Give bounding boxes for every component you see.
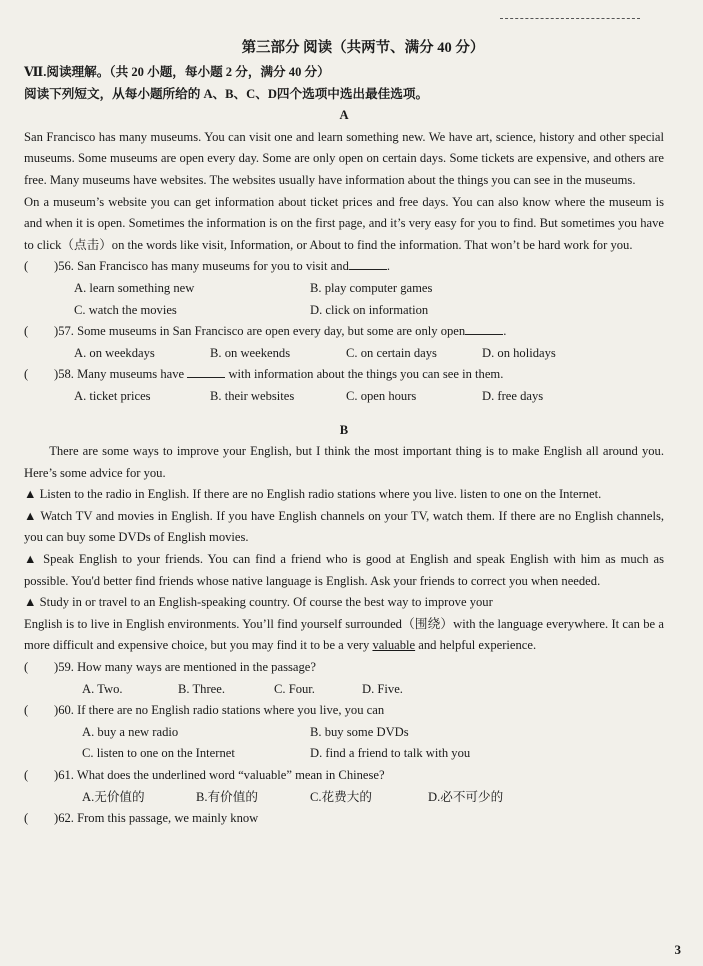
- question-stem: )62. From this passage, we mainly know: [54, 811, 259, 826]
- option-d[interactable]: D. find a friend to talk with you: [310, 746, 471, 761]
- answer-paren[interactable]: (: [24, 811, 29, 826]
- question-62: [24, 808, 664, 830]
- options-60-row2: [24, 743, 664, 765]
- instruction: 阅读下列短文，从每小题所给的 A、B、C、D四个选项中选出最佳选项。: [24, 86, 429, 101]
- question-59: [24, 657, 664, 679]
- passage-b-intro: There are some ways to improve your English, but I think the most important thing is to make English all around you. Here’s some advice for you.: [24, 444, 664, 480]
- passage-b-label: B: [339, 422, 349, 437]
- options-58: [24, 386, 664, 408]
- option-d[interactable]: D. click on information: [310, 302, 429, 317]
- question-stem: )57. Some museums in San Francisco are open every day, but some are only open: [54, 324, 466, 339]
- page-number: 3: [674, 942, 681, 957]
- question-57: [24, 321, 664, 343]
- option-d[interactable]: D. on holidays: [482, 345, 556, 360]
- option-b[interactable]: B. Three.: [178, 681, 225, 696]
- answer-blank: [187, 365, 225, 378]
- option-a[interactable]: A. learn something new: [74, 280, 195, 295]
- answer-paren[interactable]: (: [24, 768, 29, 782]
- question-58: [24, 364, 664, 386]
- options-60: [24, 722, 664, 744]
- passage-b-tip-1: ▲ Listen to the radio in English. If there are no English radio stations where you live. listen to one on the Internet.: [24, 487, 602, 502]
- option-d[interactable]: D. Five.: [362, 681, 403, 696]
- answer-paren[interactable]: (: [24, 703, 29, 718]
- question-stem: )56. San Francisco has many museums for you to visit and: [54, 259, 349, 274]
- question-tail: .: [386, 259, 391, 274]
- question-61: [24, 765, 664, 787]
- answer-paren[interactable]: (: [24, 259, 29, 274]
- question-56: [24, 256, 664, 278]
- question-stem: )58. Many museums have: [54, 367, 185, 382]
- option-d[interactable]: D. free days: [482, 388, 544, 403]
- options-57: [24, 343, 664, 365]
- page-content: [24, 38, 664, 830]
- option-d[interactable]: D.必不可少的: [428, 789, 504, 804]
- option-a[interactable]: A. ticket prices: [74, 388, 151, 403]
- answer-paren[interactable]: (: [24, 324, 29, 339]
- option-b[interactable]: B. play computer games: [310, 280, 433, 295]
- option-a[interactable]: A.无价值的: [82, 789, 145, 804]
- options-59: [24, 679, 664, 701]
- option-b[interactable]: B. buy some DVDs: [310, 724, 409, 739]
- options-56: [24, 278, 664, 300]
- question-tail: .: [503, 324, 507, 339]
- option-c[interactable]: C. Four.: [274, 681, 315, 696]
- underlined-word: valuable: [372, 638, 416, 653]
- option-a[interactable]: A. on weekdays: [74, 345, 155, 360]
- paragraph-text: English is to live in English environments. You’ll find yourself surrounded（围绕）with the language everywhere. It can be a more difficult and expensive choice, but you may find it to be a very: [24, 616, 664, 653]
- passage-b-last-paragraph: [24, 614, 664, 657]
- option-c[interactable]: C. on certain days: [346, 345, 437, 360]
- passage-a-paragraph-1: San Francisco has many museums. You can visit one and learn something new. We have art, science, history and other special museums. Some museums are open every day. Some are only open on certain days. Some tickets are expensive, and others are free. Many museums have websites. The websites usually have information about the things you can see in the museums.: [24, 129, 664, 187]
- option-b[interactable]: B. their websites: [210, 388, 295, 403]
- answer-blank: [465, 322, 503, 335]
- header-rule: [500, 18, 640, 19]
- option-b[interactable]: B.有价值的: [196, 789, 258, 804]
- part-heading: Ⅶ.阅读理解。（共 20 小题，每小题 2 分，满分 40 分）: [24, 65, 330, 79]
- passage-b-tip-2: ▲ Watch TV and movies in English. If you have English channels on your TV, watch them. If there are no English channels, you can buy some DVDs of English movies.: [24, 508, 664, 545]
- answer-blank: [349, 257, 387, 270]
- passage-a-paragraph-2: On a museum’s website you can get information about ticket prices and free days. You can also know where the museum is and when it is open. Sometimes the information is on the first page, and it’s very easy for you to find. But sometimes you have to click（点击）on the words like visit, Information, or About to find the information. That won’t be hard work for you.: [24, 194, 664, 252]
- question-stem: )59. How many ways are mentioned in the passage?: [54, 660, 316, 675]
- option-c[interactable]: C. listen to one on the Internet: [82, 746, 235, 761]
- passage-b-tip-3: ▲ Speak English to your friends. You can find a friend who is good at English and speak English with him as much as possible. You'd better find friends whose native language is English. Ask your friends to correct you when needed.: [24, 552, 664, 588]
- question-60: [24, 700, 664, 722]
- option-c[interactable]: C. open hours: [346, 388, 417, 403]
- option-c[interactable]: C.花费大的: [310, 789, 372, 804]
- question-stem: )60. If there are no English radio stations where you live, you can: [54, 703, 385, 718]
- passage-b-tip-4: ▲ Study in or travel to an English-speaking country. Of course the best way to improve your: [24, 595, 493, 610]
- question-stem: )61. What does the underlined word “valuable” mean in Chinese?: [54, 768, 385, 782]
- option-c[interactable]: C. watch the movies: [74, 302, 177, 317]
- option-a[interactable]: A. Two.: [82, 681, 123, 696]
- question-stem-end: with information about the things you can see in them.: [228, 367, 504, 382]
- passage-a-label: A: [339, 108, 349, 123]
- option-a[interactable]: A. buy a new radio: [82, 724, 179, 739]
- answer-paren[interactable]: (: [24, 660, 29, 675]
- options-61: [24, 787, 664, 809]
- option-b[interactable]: B. on weekends: [210, 345, 291, 360]
- answer-paren[interactable]: (: [24, 367, 29, 382]
- section-title: 第三部分 阅读（共两节、满分 40 分）: [241, 40, 485, 56]
- paragraph-text-end: and helpful experience.: [418, 638, 537, 653]
- options-56-row2: [24, 300, 664, 322]
